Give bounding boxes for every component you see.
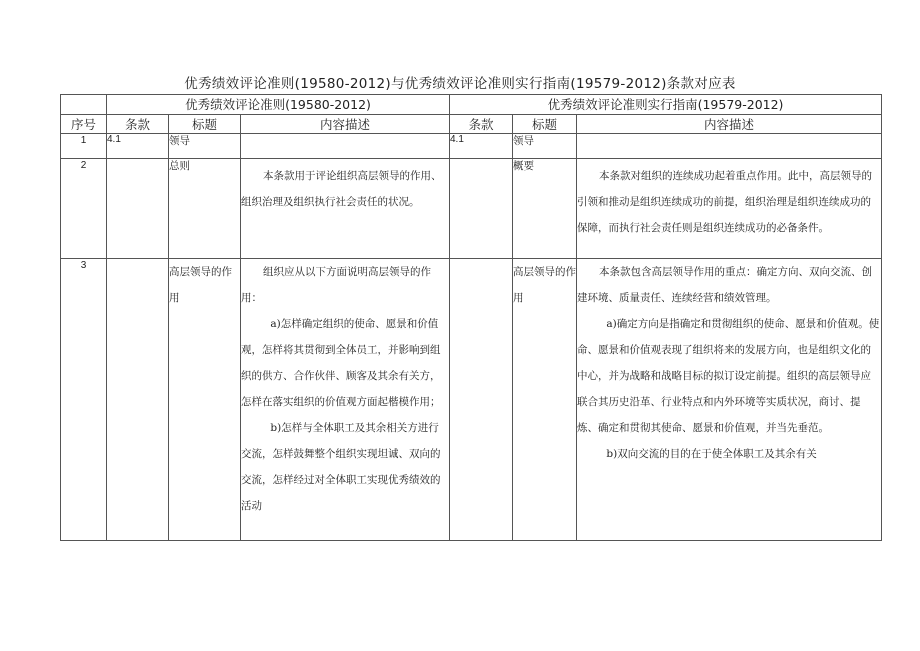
right-clause-cell: 4.1: [450, 134, 513, 159]
row-seq: 1: [61, 134, 107, 159]
right-content-header: 内容描述: [577, 115, 882, 134]
left-title-cell: 总则: [169, 159, 241, 259]
content-paragraph: 本条款用于评论组织高层领导的作用、组织治理及组织执行社会责任的状况。: [241, 170, 442, 208]
content-paragraph: a)怎样确定组织的使命、愿景和价值观，怎样将其贯彻到全体员工，并影响到组织的供方、合作伙伴、顾客及其余有关方，怎样在落实组织的价值观方面起楷模作用；: [241, 318, 441, 408]
content-paragraph: b)怎样与全体职工及其余相关方进行交流，怎样鼓舞整个组织实现坦诚、双向的交流，怎样经过对全体职工实现优秀绩效的活动: [241, 422, 441, 512]
row-seq: 2: [61, 159, 107, 259]
right-group-header: 优秀绩效评论准则实行指南(19579-2012): [450, 95, 882, 115]
right-title-cell: 概要: [513, 159, 577, 259]
table-row: [61, 134, 882, 159]
page-title: 优秀绩效评论准则(19580-2012)与优秀绩效评论准则实行指南(19579-2012)条款对应表: [184, 76, 736, 92]
table-row: [61, 259, 882, 541]
right-title-cell: 领导: [513, 134, 577, 159]
group-header-row: [61, 95, 882, 115]
left-title-cell: 领导: [169, 134, 241, 159]
content-paragraph: 本条款对组织的连续成功起着重点作用。此中，高层领导的引领和推动是组织连续成功的前提，组织治理是组织连续成功的保障，而执行社会责任则是组织连续成功的必备条件。: [577, 170, 873, 234]
left-clause-header: 条款: [107, 115, 169, 134]
clause-correspondence-table: [60, 94, 882, 541]
right-title-header: 标题: [513, 115, 577, 134]
right-clause-header: 条款: [450, 115, 513, 134]
left-clause-cell: [107, 259, 169, 541]
right-clause-cell: [450, 159, 513, 259]
right-content-cell: [577, 134, 882, 159]
content-paragraph: 本条款包含高层领导作用的重点：确定方向、双向交流、创建环境、质量责任、连续经营和绩效管理。: [577, 266, 873, 304]
left-group-header: 优秀绩效评论准则(19580-2012): [107, 95, 450, 115]
right-title-cell: 高层领导的作用: [513, 259, 577, 541]
left-title-cell: 高层领导的作用: [169, 259, 241, 541]
right-clause-cell: [450, 259, 513, 541]
content-paragraph: b)双向交流的目的在于使全体职工及其余有关: [606, 448, 817, 460]
left-title-header: 标题: [169, 115, 241, 134]
left-content-header: 内容描述: [241, 115, 450, 134]
content-paragraph: 组织应从以下方面说明高层领导的作用：: [241, 266, 432, 304]
row-seq: 3: [61, 259, 107, 541]
table-row: [61, 159, 882, 259]
column-header-row: [61, 115, 882, 134]
right-content-cell: [577, 259, 882, 541]
left-content-cell: [241, 159, 450, 259]
content-paragraph: a)确定方向是指确定和贯彻组织的使命、愿景和价值观。使命、愿景和价值观表现了组织将来的发展方向，也是组织文化的中心，并为战略和战略目标的拟订设定前提。组织的高层领导应联合其历史沿革、行业特点和内外环境等实质状况，商讨、提炼、确定和贯彻其使命、愿景和价值观，并当先垂范。: [577, 318, 880, 434]
seq-group-header-blank: [61, 95, 107, 115]
seq-header: 序号: [61, 115, 107, 134]
left-content-cell: [241, 134, 450, 159]
right-content-cell: [577, 159, 882, 259]
left-clause-cell: [107, 159, 169, 259]
left-clause-cell: 4.1: [107, 134, 169, 159]
left-content-cell: [241, 259, 450, 541]
